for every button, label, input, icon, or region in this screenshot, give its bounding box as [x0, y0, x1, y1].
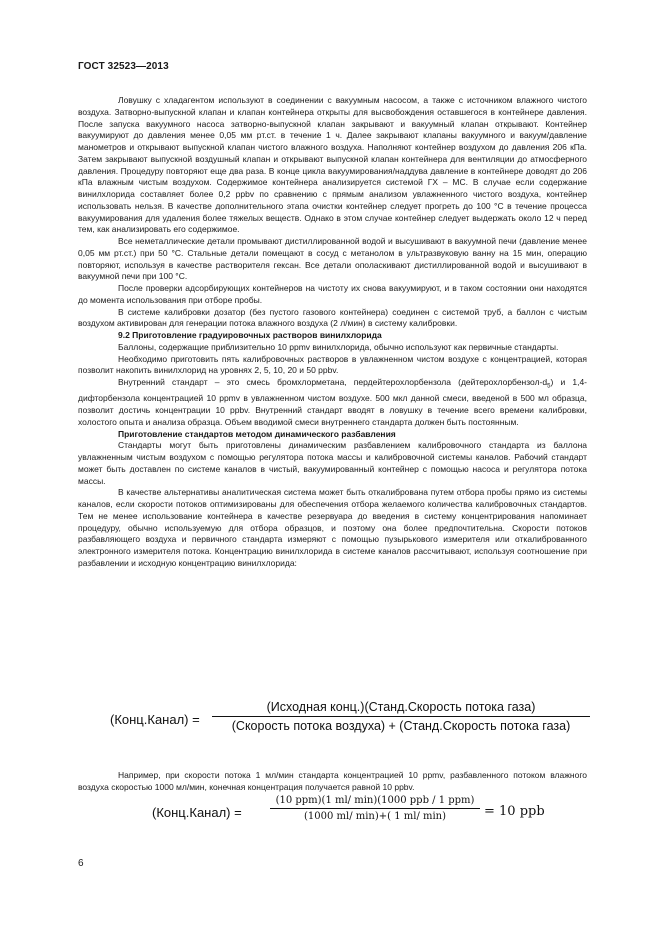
paragraph-alternative-calibration: В качестве альтернативы аналитическая система может быть откалибрована путем отбора пробы прямо из системы каналов, если скорости потоков оптимизированы для обеспечения отбора желаемого количества калибровочных стандартов. Тем не менее использование контейнера в качестве резервуара до введения в систему концентрирования напоминает процедуру, обычно используемую для отбора образцов, и поэтому она более предпочтительна. Скорости потоков разбавляющего воздуха и первичного стандарта измеряют с помощью пузырькового измерителя или откалиброванного электронного измерителя потока. Концентрацию винилхлорида в системе каналов рассчитывают, используя соотношение при разбавлении и исходную концентрацию винилхлорида: — [78, 487, 587, 568]
paragraph-five-solutions: Необходимо приготовить пять калибровочных растворов в увлажненном чистом воздухе с концентрацией, которая позволит накопить винилхлорид на уровнях 2, 5, 10, 20 и 50 ppbv. — [78, 353, 587, 376]
paragraph-nonmetal-parts: Все неметаллические детали промывают дистиллированной водой и высушивают в вакуумной печи (давление менее 0,05 мм рт.ст.) при 50 °С. Стальные детали помещают в сосуд с метанолом в ультразвуковую ванну на 15 мин, операцию повторяют, используя в качестве растворителя гексан. Все детали ополаскивают дистиллированной водой и высушивают в вакуумной печи при 100 °С. — [78, 236, 587, 282]
formula2-denominator: (1000 ml/ min)+( 1 ml/ min) — [303, 811, 447, 822]
paragraph-standards-dilution: Стандарты могут быть приготовлены динамическим разбавлением калибровочного стандарта из баллона увлажненным чистым воздухом с помощью регулятора потока массы и калибровочной системы каналов. Рабочий стандарт может быть доставлен по системе каналов в чистый, вакуумированный контейнер с помощью насоса и регулятора потока массы. — [78, 440, 587, 486]
formula2-lhs: (Конц.Канал) = — [152, 805, 242, 820]
formula1-denominator: (Скорость потока воздуха) + (Станд.Скорость потока газа) — [231, 719, 571, 733]
formula1-numerator: (Исходная конц.)(Станд.Скорость потока газа) — [266, 700, 536, 714]
formula2-fraction-bar — [270, 808, 480, 809]
formula-example — [152, 795, 552, 835]
formula2-result: = 10 ppb — [484, 804, 545, 819]
subscript-5: 5 — [547, 383, 551, 390]
example-paragraph-block — [78, 770, 587, 794]
paragraph-calibration-system: В системе калибровки дозатор (без пустого газового контейнера) соединен с системой труб, а баллон с чистым воздухом активирован для генерации потока влажного воздуха (2 л/мин) в систему калибровки. — [78, 306, 587, 329]
paragraph-internal-standard — [78, 377, 587, 429]
formula-concentration — [110, 700, 590, 744]
formula1-lhs: (Конц.Канал) = — [110, 712, 200, 727]
formula2-fraction — [270, 795, 480, 822]
formula1-fraction-bar — [212, 716, 590, 717]
paragraph-trap: Ловушку с хладагентом используют в соединении с вакуумным насосом, а также с источником влажного чистого воздуха. Затворно-выпускной клапан и клапан контейнера открыты для высвобождения оставшегося в контейнере давления. После запуска вакуумного насоса затворно-выпускной клапан закрывают и вакуумный клапан открывают. Контейнер вакуумируют до давления менее 0,05 мм рт.ст. в течение 1 ч. Далее закрывают клапаны вакуумного и вакуум/давление манометров и открывают выпускной клапан чистого влажного воздуха. Наполняют контейнер воздухом до давления 206 кПа. Затем закрывают выпускной воздушный клапан и открывают выпускной клапан контейнера для вентиляции до атмосферного давления. Процедуру повторяют еще два раза. В конце цикла вакуумирования/наддува давление в контейнере доводят до 206 кПа влажным чистым воздухом. Содержимое контейнера анализируется системой ГХ – МС. В случае если содержание винилхлорида составляет более 0,2 ppbv по сравнению с прямым анализом увлажненного чистого воздуха, контейнер использовать нельзя. В качестве дополнительного этапа очистки контейнер следует прогреть до 100 °С в течение процесса вакуумирования для удаления более тяжелых веществ. Однако в этом случае контейнер следует выдержать около 12 ч перед тем, как анализировать его содержимое. — [78, 95, 587, 235]
paragraph-adsorbent-check: После проверки адсорбирующих контейнеров на чистоту их снова вакуумируют, и в таком состоянии они находятся до момента использования при отборе пробы. — [78, 283, 587, 305]
section-heading-9-2: 9.2 Приготовление градуировочных растворов винилхлорида — [118, 330, 382, 340]
standard-header: ГОСТ 32523—2013 — [78, 61, 169, 72]
formula2-numerator: (10 ppm)(1 ml/ min)(1000 ppb / 1 ppm) — [275, 795, 475, 806]
internal-standard-text-a: Внутренний стандарт – это смесь бромхлорметана, пердейтерохлорбензола (дейтерохлорбензол-d — [118, 377, 548, 387]
section-heading-dynamic-dilution: Приготовление стандартов методом динамического разбавления — [118, 428, 396, 439]
paragraph-cylinders: Баллоны, содержащие приблизительно 10 ppmv винилхлорида, обычно используют как первичные стандарты. — [118, 341, 559, 352]
paragraph-example: Например, при скорости потока 1 мл/мин стандарта концентрацией 10 ppmv, разбавленного потоком влажного воздуха скоростью 1000 мл/мин, конечная концентрация получается равной 10 ppbv. — [78, 770, 587, 792]
body-text — [78, 95, 587, 570]
formula1-fraction — [212, 700, 590, 733]
page-number: 6 — [78, 858, 84, 869]
internal-standard-text-b: ) и 1,4-дифторбензола концентрацией 10 ppmv в увлажненном чистом воздухе. 500 мкл данной смеси, введеной в 500 мл образца, позволит достичь концентрации 10 ppbv. Внутренний стандарт вводят в ловушку в течение всего времени калибровки, холостого опыта и анализа образца. Объем вводимой смеси внутреннего стандарта должен быть постоянным. — [78, 377, 587, 427]
